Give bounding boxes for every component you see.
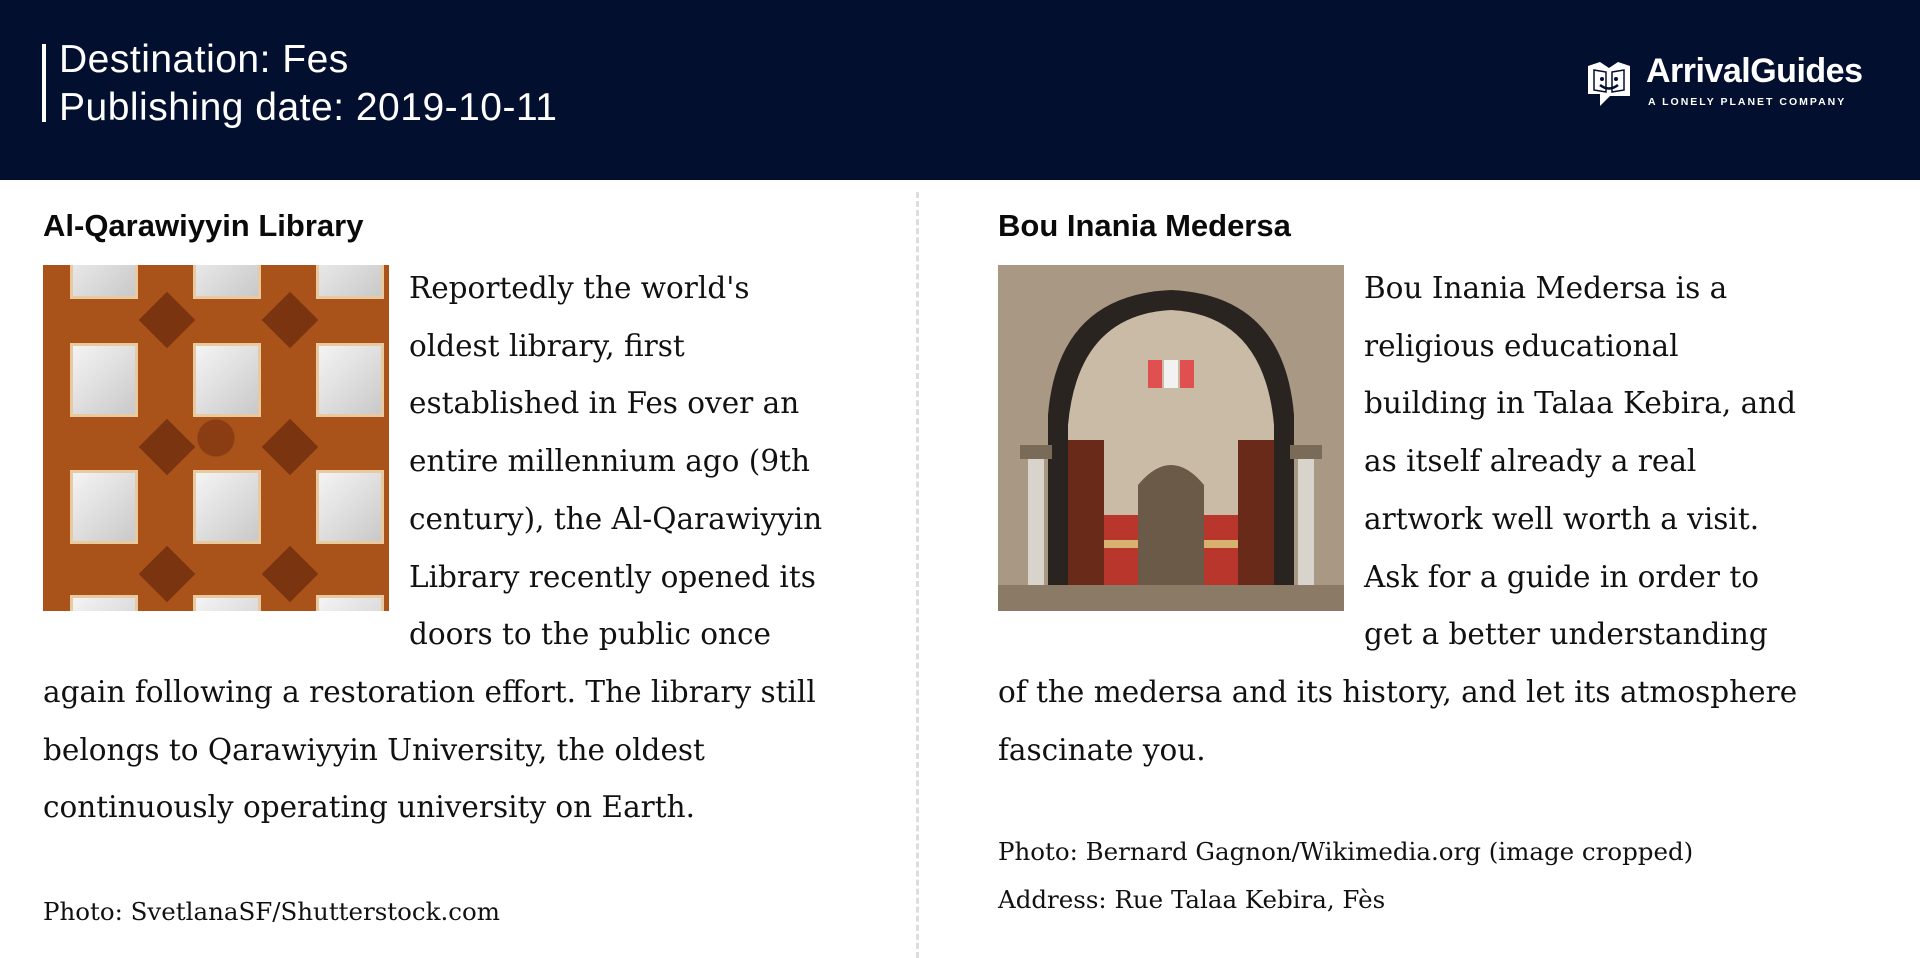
wooden-lattice-photo [43,265,389,611]
arrivalguides-logo [1586,52,1866,110]
article-title: Al-Qarawiyyin Library [43,208,364,243]
photo-credit: Photo: Bernard Gagnon/Wikimedia.org (image cropped) [998,837,1694,866]
article-text: Bou Inania Medersa is a religious educational building in Talaa Kebira, and as itself already a real artwork well worth a visit. Ask for a guide in order to get a better understanding of the medersa and its history, and let its atmosphere fascinate you. [998,271,1798,767]
header [0,0,1920,180]
address: Address: Rue Talaa Kebira, Fès [998,885,1386,914]
photo-credit: Photo: SvetlanaSF/Shutterstock.com [43,897,500,926]
logo-tagline: A LONELY PLANET COMPANY [1648,96,1847,108]
destination-label: Destination: Fes [59,38,349,81]
logo-name: ArrivalGuides [1646,52,1863,90]
column-divider [916,192,919,958]
publishing-date: Publishing date: 2019-10-11 [59,86,558,129]
article-title: Bou Inania Medersa [998,208,1291,243]
article-al-qarawiyyin [43,205,833,837]
book-smile-icon [1586,60,1632,108]
header-accent-bar [42,44,46,122]
medersa-arch-photo [998,265,1344,611]
article-bou-inania [998,205,1798,779]
article-text: Reportedly the world's oldest library, first established in Fes over an entire millennium ago (9th century), the Al-Qarawiyyin Library recently opened its doors to the public once again following a restoration effort. The library still belongs to Qarawiyyin University, the oldest continuously operating university on Earth. [43,271,823,825]
